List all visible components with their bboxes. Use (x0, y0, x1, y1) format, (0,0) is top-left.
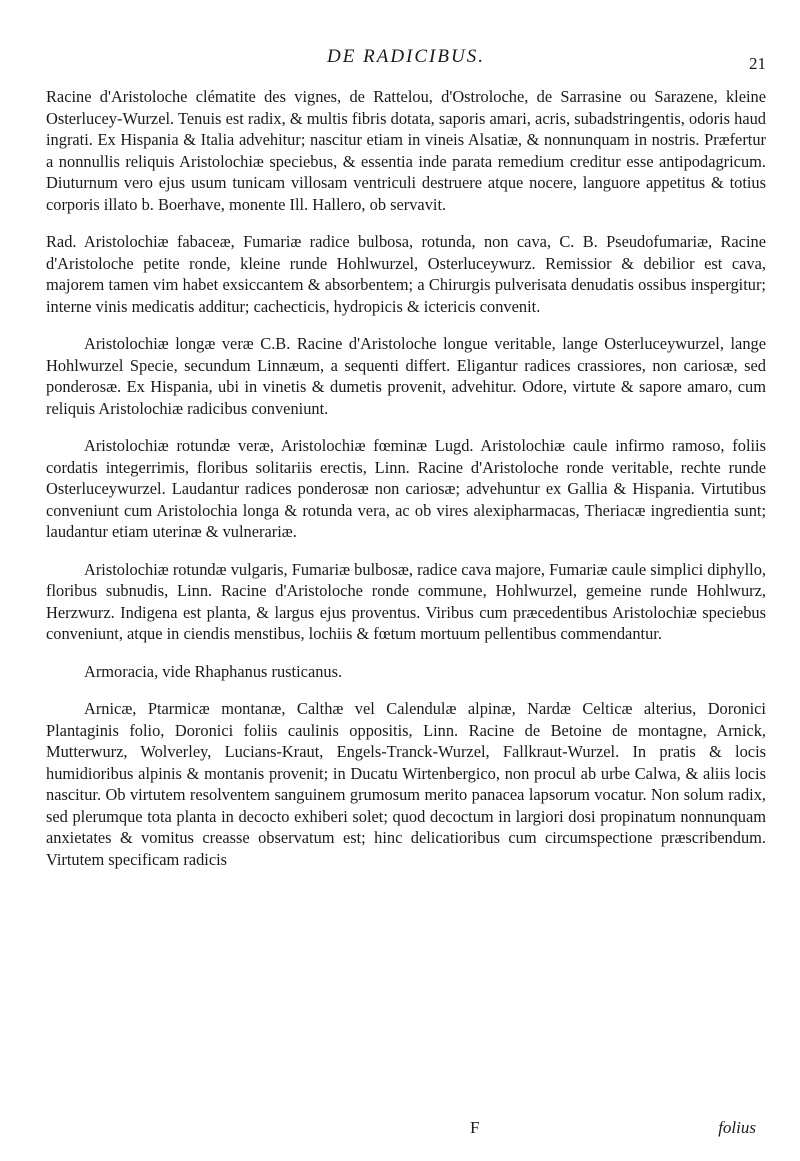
entry-arnica: Arnicæ, Ptarmicæ montanæ, Calthæ vel Calendulæ alpinæ, Nardæ Celticæ alterius, Doronici Plantaginis folio, Doronici foliis caulinis oppositis, Linn. Racine de Betoine de montagne, Arnick, Mutterwurz, Wolverley, Lucians-Kraut, Engels-Tranck-Wurzel, Fallkraut-Wurzel. In pratis & locis humidioribus alpinis & montanis provenit; in Ducatu Wirtenbergico, non procul ab urbe Calwa, & aliis locis nascitur. Ob virtutem resolventem sanguinem grumosum merito panacea lapsorum vocatur. Non solum radix, sed plerumque tota planta in decocto exhiberi solet; quod decoctum in largiori dosi propinatum nonnunquam anxietates & vomitus creasse observatum est; hinc delicatioribus cum circumspectione præscribendum. Virtutem specificam radicis (46, 699, 766, 869)
entry-aristolochia-longa: Aristolochiæ longæ veræ C.B. Racine d'Aristoloche longue veritable, lange Osterluceywurzel, lange Hohlwurzel Specie, secundum Linnæum, a sequenti differt. Eligantur radices crassiores, non cariosæ, sed ponderosæ. Ex Hispania, ubi in vinetis & dumetis provenit, advehitur. Odore, virtute & sapore amaro, cum reliquis Aristolochiæ radicibus conveniunt. (46, 334, 766, 418)
signature-mark: F (470, 1118, 480, 1137)
entry-aristolochia-fabacea: Rad. Aristolochiæ fabaceæ, Fumariæ radice bulbosa, rotunda, non cava, C. B. Pseudofumariæ, Racine d'Aristoloche petite ronde, kleine runde Hohlwurzel, Osterluceywurz. Remissior & debilior est cava, majorem tamen vim habet exsiccantem & absorbentem; a Chirurgis pulverisata denudatis ossibus inspergitur; interne vinis medicatis additur; cachecticis, hydropicis & ictericis convenit. (46, 232, 766, 316)
page-number: 21 (749, 54, 766, 73)
catchword: folius (718, 1118, 756, 1137)
body-text (46, 86, 766, 870)
entry-aristolochia-rotunda-vera: Aristolochiæ rotundæ veræ, Aristolochiæ fœminæ Lugd. Aristolochiæ caule infirmo ramoso, foliis cordatis integerrimis, floribus solitariis erectis, Linn. Racine d'Aristoloche ronde veritable, rechte runde Osterluceywurzel. Laudantur radices ponderosæ non cariosæ; advehuntur ex Gallia & Hispania. Virtutibus conveniunt cum Aristolochia longa & rotunda vera, ac ob vires alexipharmacas, Theriacæ ingredientia sunt; laudantur etiam uterinæ & vulnerariæ. (46, 436, 766, 541)
entry-armoracia: Armoracia, vide Rhaphanus rusticanus. (84, 661, 343, 681)
entry-aristolochia-clematitis: Racine d'Aristoloche clématite des vignes, de Rattelou, d'Ostroloche, de Sarrasine ou Sarazene, kleine Osterlucey-Wurzel. Tenuis est radix, & multis fibris dotata, saporis amari, acris, subadstringentis, odoris haud ingrati. Ex Hispania & Italia advehitur; nascitur etiam in vineis Alsatiæ, & nonnunquam in nostris. Præfertur a nonnullis reliquis Aristolochiæ speciebus, & essentia inde parata remedium creditur esse antipodagricum. Diuturnum vero ejus usum tunicam villosam ventriculi destruere atque nocere, languore appetitus & totius corporis illato b. Boerhave, monente Ill. Hallero, ob servavit. (46, 87, 766, 214)
running-head (46, 28, 766, 73)
entry-aristolochia-rotunda-vulgaris: Aristolochiæ rotundæ vulgaris, Fumariæ bulbosæ, radice cava majore, Fumariæ caule simplici diphyllo, floribus subnudis, Linn. Racine d'Aristoloche ronde commune, Hohlwurzel, gemeine runde Hohlwurz, Herzwurz. Indigena est planta, & largus ejus proventus. Viribus cum præcedentibus Aristolochiæ speciebus conveniunt, atque in ciendis menstibus, lochiis & fœtum mortuum pellentibus commendantur. (46, 559, 766, 643)
running-title: DE RADICIBUS. (327, 46, 485, 67)
